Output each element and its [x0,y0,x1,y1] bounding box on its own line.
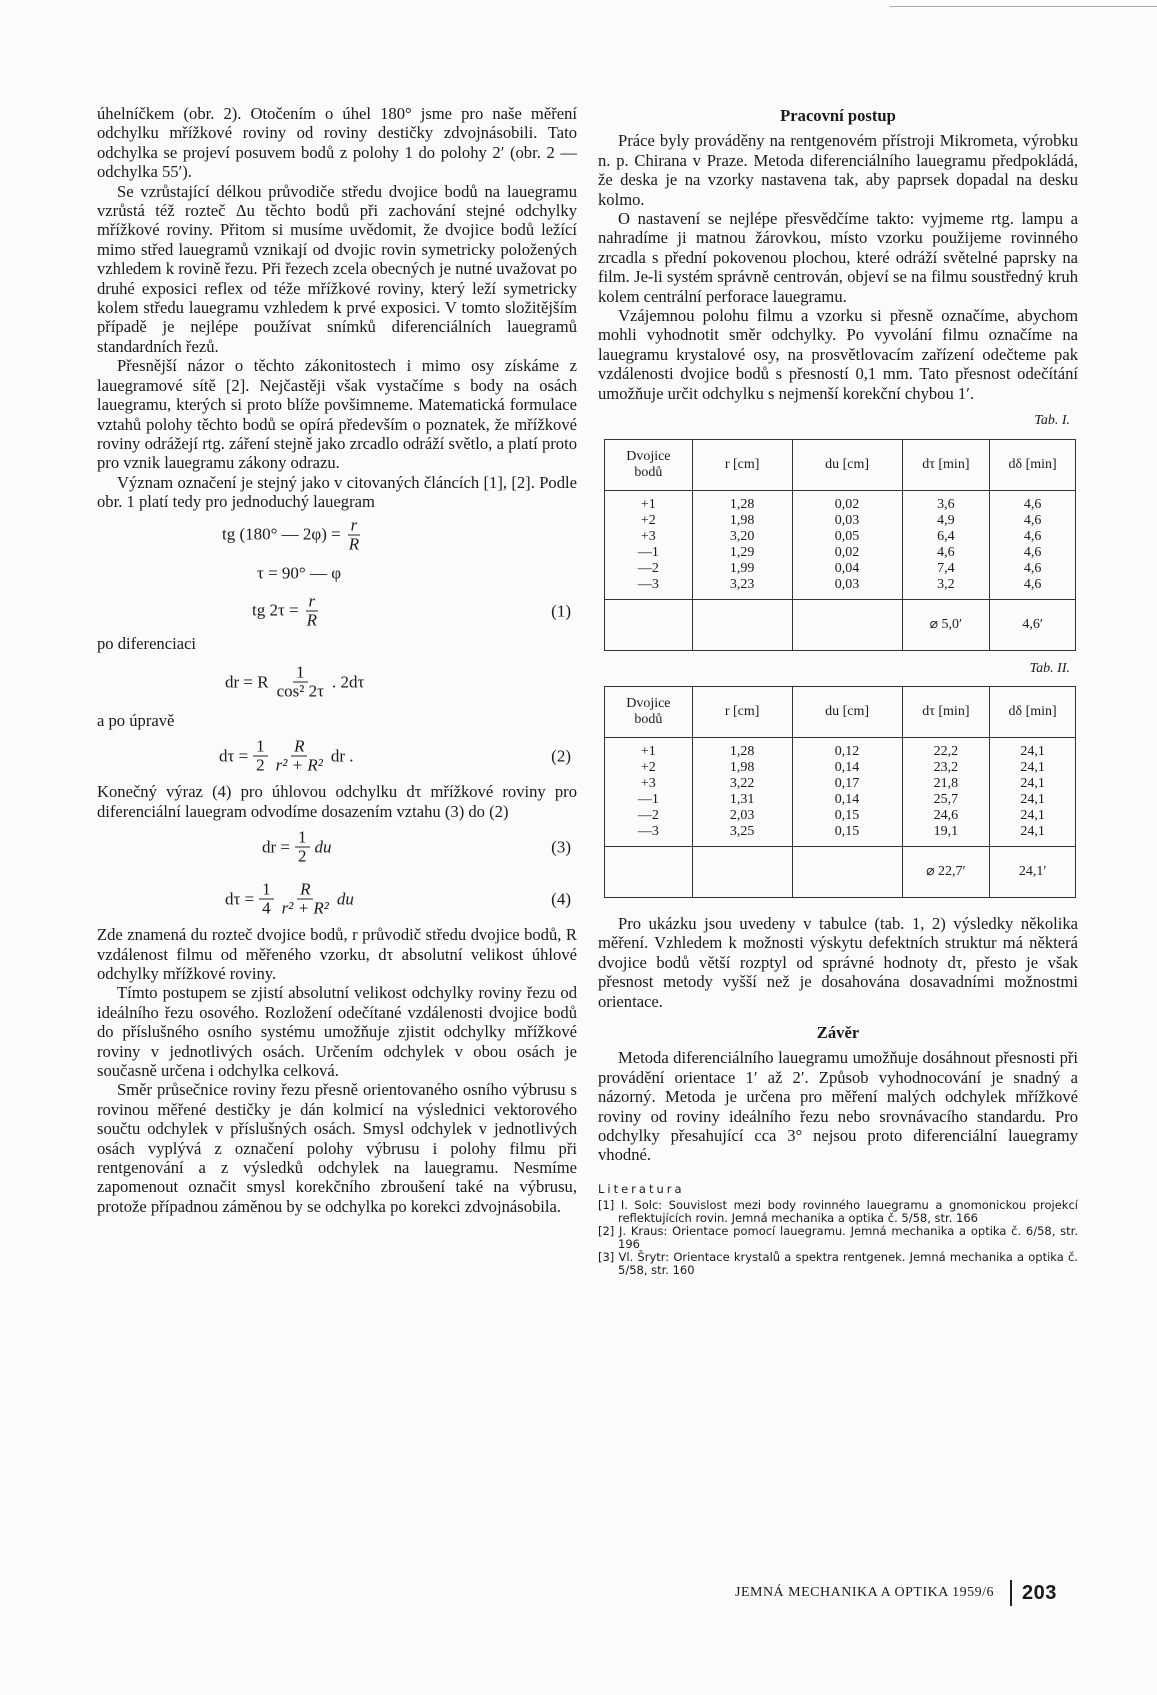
table-cell: 0,12 0,14 0,17 0,14 0,15 0,15 [792,737,902,846]
table-average: ⌀ 22,7′ [902,846,990,897]
fraction-denominator: R [306,610,318,630]
equation-lhs: dτ = [219,746,249,766]
paragraph: úhelníčkem (obr. 2). Otočením o úhel 180° jsme pro naše měření odchylku mřížkové roviny od roviny destičky zdvojnásobili. Tato odchylka se projeví posuvem bodů z polohy 1 do polohy 2′ (obr. 2 — odchylka 55′). [97,104,577,182]
table-cell: 22,2 23,2 21,8 25,7 24,6 19,1 [902,737,990,846]
table-cell: +1 +2 +3 —1 —2 —3 [605,737,693,846]
fraction-denominator: 4 [262,898,271,918]
paragraph: Konečný výraz (4) pro úhlovou odchylku dτ mřížkové roviny pro diferenciální lauegram odvodíme dosazením vztahu (3) do (2) [97,782,577,821]
column-header: dδ [min] [990,439,1076,490]
fraction-denominator: cos² 2τ [276,681,324,701]
fraction-numerator: 1 [259,881,274,900]
page-footer [735,1580,1057,1606]
equation-label: po diferenciaci [97,633,197,653]
fraction-denominator: 2 [256,755,265,775]
table-caption: Tab. I. [1034,413,1070,429]
fraction-numerator: r [306,592,319,611]
fraction-numerator: 1 [295,829,310,848]
paragraph: Význam označení je stejný jako v citovaných článcích [1], [2]. Podle obr. 1 platí tedy pro jednoduchý lauegram [97,472,577,512]
equation-number: (4) [551,889,571,909]
equation-tau [97,558,577,588]
equation-3 [97,821,577,873]
fraction [259,881,274,918]
section-heading: Pracovní postup [780,106,896,125]
column-header: dδ [min] [990,686,1076,737]
table-cell [605,599,693,650]
reference-item: [3] Vl. Šrytr: Orientace krystalů a spektra rentgenek. Jemná mechanika a optika č. 5/58, str. 160 [598,1249,1078,1277]
table-cell: 1,28 1,98 3,22 1,31 2,03 3,25 [692,737,792,846]
references [598,1183,1078,1277]
top-rule [890,6,1157,7]
fraction [346,516,362,553]
equation-lhs: tg 2τ = [252,600,299,620]
fraction-denominator: R [348,534,360,554]
fraction-denominator: r² + R² [281,898,329,918]
reference-item: [2] J. Kraus: Orientace pomocí lauegramu. Jemná mechanika a optika č. 6/58, str. 196 [598,1223,1078,1251]
equation-2 [97,730,577,782]
paragraph: Vzájemnou polohu filmu a vzorku si přesně označíme, abychom mohli vyhodnotit směr odchylky. Po vyvolání filmu označíme na lauegramu krystalové osy, na prosvětlovacím zařízení odečteme pak vzdálenosti dvojice bodů s přesností 0,1 mm. Tato přesnost odečítání umožňuje určit odchylku s nejmenší korekční chybou 1′. [598,306,1078,403]
equation-number: (3) [551,837,571,857]
equation-lhs: dr = R [225,672,269,692]
table-cell: 3,6 4,9 6,4 4,6 7,4 3,2 [902,490,990,599]
paragraph: Metoda diferenciálního lauegramu umožňuje dosáhnout přesnosti při provádění orientace 1′ až 2′. Způsob vyhodnocování je snadný a názorný. Metoda je určena pro měření malých odchylek mřížkové roviny od roviny ideálního řezu nebo srovnávacího standardu. Pro odchylky přesahující cca 3° nejsou proto diferenciální lauegramy vhodné. [598,1048,1078,1165]
paragraph: Pro ukázku jsou uvedeny v tabulce (tab. 1, 2) výsledky několika měření. Vzhledem k možnosti výskytu defektních struktur má některá dvojice bodů větší rozptyl od správné hodnoty dτ, přesto je však přesnost metody vyšší než je dosahována dosavadními možnostmi orientace. [598,913,1078,1011]
references-title: Literatura [598,1181,685,1196]
table-caption: Tab. II. [1029,660,1070,676]
fraction [295,829,310,866]
fraction [274,663,327,700]
page-number: 203 [1021,1581,1057,1604]
fraction-numerator: R [291,738,307,757]
equation-label: a po úpravě [97,710,175,730]
fraction-numerator: R [297,881,313,900]
equation-rhs: dr . [330,746,354,766]
equation-lhs: dr = [262,837,290,857]
equation-lhs: tg (180° — 2φ) = [222,524,341,544]
fraction-numerator: r [348,516,361,535]
equation-text: τ = 90° — φ [257,562,342,582]
table-cell [692,846,792,897]
column-header: du [cm] [792,686,902,737]
equation-rhs: du [336,889,354,909]
fraction-numerator: 1 [293,663,308,682]
table-average: ⌀ 5,0′ [902,599,990,650]
paragraph: Směr průsečnice roviny řezu přesně orientovaného osního výbrusu s rovinou měřené destičky je dán kolmicí na výslednici vektorového součtu odchylek v příslušných osách. Smysl odchylek v jednotlivých osách vyplývá z označení polohy výbrusu i polohy filmu při rentgenování a z výsledků odchylek na lauegramu. Nesmíme zapomenout označit smysl korekčního zbroušení také na výbrusu, protože případnou záměnou by se odchylka po korekci zdvojnásobila. [97,1080,577,1216]
table-cell [605,846,693,897]
footer-divider [1010,1580,1012,1606]
column-header: dτ [min] [902,686,990,737]
paragraph: O nastavení se nejlépe přesvědčíme takto: vyjmeme rtg. lampu a nahradíme ji matnou žárovkou, místo vzorku použijeme rovinného zrcadla s přední pokovenou plochou, které odráží světelné paprsky na film. Je-li systém správně centrován, objeví se na filmu soustředný kruh kolem centrální perforace lauegramu. [598,209,1078,306]
column-header: Dvojice bodů [605,439,693,490]
column-header: du [cm] [792,439,902,490]
fraction [273,738,326,775]
equation-tg [97,512,577,558]
equation-dr [97,653,577,711]
table-cell [692,599,792,650]
fraction [253,738,268,775]
table-cell: 4,6 4,6 4,6 4,6 4,6 4,6 [990,490,1076,599]
results-table-1 [604,439,1076,651]
table-cell [792,846,902,897]
table-average: 24,1′ [990,846,1076,897]
section-heading: Závěr [816,1022,860,1042]
equation-1 [97,588,577,634]
results-table-2 [604,686,1076,898]
column-header: r [cm] [692,439,792,490]
table-average: 4,6′ [990,599,1076,650]
paragraph: Práce byly prováděny na rentgenovém přístroji Mikrometa, výrobku n. p. Chirana v Praze. Metoda diferenciálního lauegramu předpokládá, že deska je na vzorky nastavena tak, aby paprsek dopadal na desku kolmo. [598,131,1078,209]
equation-number: (2) [551,746,571,766]
fraction [279,881,332,918]
column-header: r [cm] [692,686,792,737]
fraction-denominator: 2 [298,846,307,866]
paragraph: Se vzrůstající délkou průvodiče středu dvojice bodů na lauegramu vzrůstá též rozteč Δu těchto bodů při zachování stejné odchylky mřížkové roviny. Přitom si musíme uvědomit, že dvojice bodů ležící mimo střed lauegramů vznikají od dvojic rovin symetricky položených vzhledem k rovině řezu. Při řezech zcela obecných je nutné uvažovat po druhé exposici reflex od téže mřížkové roviny, který leží symetricky kolem středu lauegramu vzhledem k prvé exposici. V tomto složitějším případě je nejlépe používat snímků diferenciálních lauegramů standardních řezů. [97,181,577,356]
paragraph: Tímto postupem se zjistí absolutní velikost odchylky roviny řezu od ideálního řezu osového. Rozložení odečítané vzdálenosti dvojice bodů do příslušného osního systému umožňuje zjistit odchylky mřížkové roviny v jednotlivých osách. Určením odchylek v obou osách je současně určena i odchylka celková. [97,983,577,1080]
paragraph: Přesnější názor o těchto zákonitostech i mimo osy získáme z lauegramové sítě [2]. Nejčastěji však vystačíme s body na osách lauegramu, kterých si proto blíže povšimneme. Matematická formulace vztahů polohy těchto bodů se opírá především o poznatek, že mřížkové roviny odrážejí rtg. záření stejně jako zrcadlo odráží světlo, a platí proto pro vznik lauegramu zákony odrazu. [97,356,577,473]
journal-name: JEMNÁ MECHANIKA A OPTIKA 1959/6 [735,1585,994,1600]
column-header: Dvojice bodů [605,686,693,737]
reference-item: [1] I. Solc: Souvislost mezi body rovinného lauegramu a gnomonickou projekcí reflektujících rovin. Jemná mechanika a optika č. 5/58, str. 166 [598,1197,1078,1225]
table-cell: 24,1 24,1 24,1 24,1 24,1 24,1 [990,737,1076,846]
fraction [304,592,320,629]
fraction-denominator: r² + R² [275,755,323,775]
table-cell: 0,02 0,03 0,05 0,02 0,04 0,03 [792,490,902,599]
equation-rhs: du [314,837,332,857]
equation-lhs: dτ = [225,889,255,909]
equation-rhs: . 2dτ [331,672,365,692]
fraction-numerator: 1 [253,738,268,757]
table-cell [792,599,902,650]
right-column [598,104,1078,1277]
paragraph: Zde znamená du rozteč dvojice bodů, r průvodič středu dvojice bodů, R vzdálenost filmu od měřeného vzorku, dτ absolutní velikost úhlové odchylky mřížkové roviny. [97,925,577,983]
table-cell: +1 +2 +3 —1 —2 —3 [605,490,693,599]
table-cell: 1,28 1,98 3,20 1,29 1,99 3,23 [692,490,792,599]
column-header: dτ [min] [902,439,990,490]
equation-4 [97,873,577,925]
left-column [97,104,577,1216]
equation-number: (1) [551,600,571,620]
